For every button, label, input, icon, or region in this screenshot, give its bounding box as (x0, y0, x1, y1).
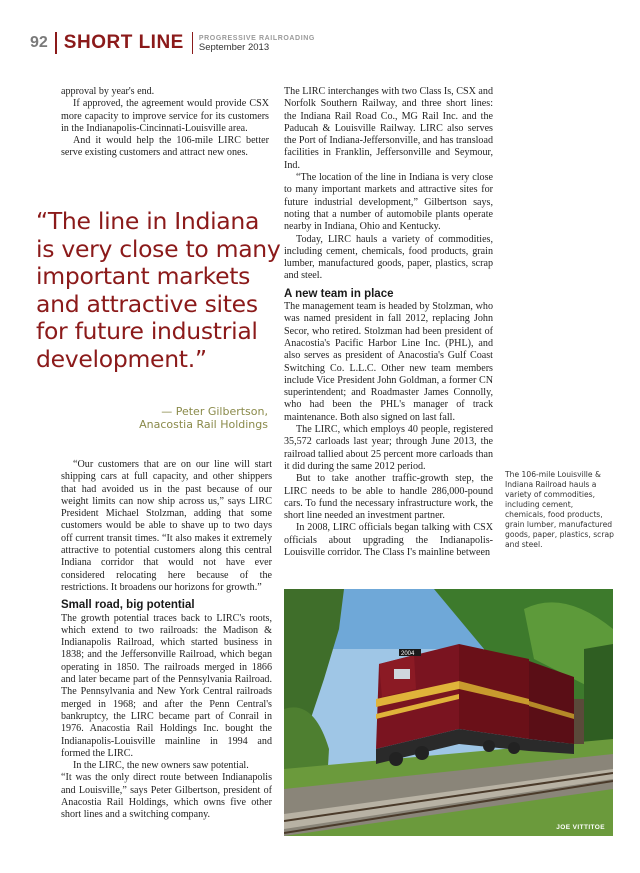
train-illustration (284, 589, 613, 836)
right-column (284, 86, 493, 559)
paragraph: approval by year's end. (61, 86, 155, 97)
attribution-name: — Peter Gilbertson, (161, 405, 268, 418)
subheading: A new team in place (284, 287, 394, 300)
paragraph: “It was the only direct route between Indianapolis and Louisville,” says Peter Gilbertson, president of Anacostia Rail Holdings, which owns five other short lines and a switching company. (61, 772, 272, 821)
attribution-org: Anacostia Rail Holdings (139, 418, 268, 431)
paragraph: The growth potential traces back to LIRC's roots, which extend to two railroads: the Madison & Indianapolis Railroad, which started business in 1838; and the Jeffersonville Railroad, which began operating in 1850. The railroads merged in 1866 and later became part of the Pennsylvania Railroad. The Pennsylvania and New York Central railroads merged in 1968; and after the Penn Central's bankruptcy, the LIRC became part of Conrail in 1976. Anacostia Rail Holdings Inc. bought the Indianapolis-Louisville mainline in 1994 and formed the LIRC. (61, 612, 272, 759)
pull-quote-line: “The line in Indiana (36, 207, 260, 235)
issue-date: September 2013 (198, 42, 270, 53)
header-divider (55, 32, 57, 54)
train-photo (284, 589, 613, 836)
paragraph: “The location of the line in Indiana is very close to many important markets and attractive sites for future industrial development,” Gilbertson says, noting that a number of automobile plants operate nearby in Indiana, Ohio and Kentucky. (284, 172, 493, 233)
section-title: SHORT LINE (63, 32, 184, 53)
pull-quote-line: is very close to many (36, 234, 281, 263)
pull-quote-line: and attractive sites (36, 289, 258, 318)
paragraph: In 2008, LIRC officials began talking with CSX officials about upgrading the Indianapolis-Louisville corridor. The Class I's mainline between (284, 522, 493, 558)
subheading: Small road, big potential (61, 599, 195, 612)
page-number: 92 (30, 34, 48, 51)
pull-quote (36, 207, 281, 373)
pull-quote-line: for future industrial (36, 317, 258, 345)
left-column-top (61, 86, 269, 160)
paragraph: And it would help the 106-mile LIRC better serve existing customers and attract new ones. (61, 135, 269, 159)
photo-credit: JOE VITTITOE (556, 824, 605, 831)
pull-quote-line: important markets (36, 262, 251, 290)
paragraph: If approved, the agreement would provide CSX more capacity to improve service for its customers in the Indianapolis-Cincinnati-Louisville area. (61, 98, 269, 134)
publication-info (199, 34, 315, 52)
left-column-bottom (61, 459, 272, 822)
paragraph: The LIRC, which employs 40 people, registered 35,572 carloads last year; through June 2013, the railroad tallied about 25 percent more carloads than it did during the same 2012 period. (284, 424, 493, 472)
paragraph: “Our customers that are on our line will start shipping cars at full capacity, and other shippers that had avoided us in the past because of our weight limits can now ship across us,” says LIRC President Michael Stolzman, adding that some customers would be able to shave up to two days off current transit times. “It also makes it extremely attractive to potential customers along this central Indiana corridor that would not have ever considered relocating here because of the restrictions. It broadens our horizons for growth.” (61, 459, 272, 593)
paragraph: But to take another traffic-growth step, the LIRC needs to be able to handle 286,000-pound cars. To fund the necessary infrastructure work, the short line needed an investment partner. (284, 473, 493, 522)
locomotive-number: 2004 (401, 651, 415, 657)
pull-quote-line: development.” (36, 344, 207, 373)
paragraph: The LIRC interchanges with two Class Is, CSX and Norfolk Southern Railway, and three short lines: the Indiana Rail Road Co., MG Rail Inc. and the Paducah & Louisville Railway. LIRC also serves the Port of Indiana-Jeffersonville, and has transload facilities in Franklin, Jeffersonville and Seymour, Ind. (284, 86, 493, 171)
photo-caption: The 106-mile Louisville & Indiana Railroad hauls a variety of commodities, including cement, chemicals, food products, grain lumber, manufactured goods, paper, plastics, scrap and steel. (505, 470, 614, 549)
paragraph: The management team is headed by Stolzman, who was named president in fall 2012, replacing John Secor, who retired. Stolzman had been president of Anacostia's Pacific Harbor Line Inc. (PHL), and also serves as president of Anacostia's Gulf Coast Switching Co. L.L.C. Other new team members include Vice President John Goldman, a former CN superintendent; and Roadmaster James Connolly, who had been the PHL's manager of track maintenance. Both also signed on last fall. (284, 301, 493, 423)
pull-quote-attribution (100, 405, 268, 431)
magazine-name: PROGRESSIVE RAILROADING (198, 35, 315, 42)
page-header (30, 30, 315, 56)
header-divider-2 (192, 32, 193, 54)
paragraph: In the LIRC, the new owners saw potential. (73, 760, 249, 772)
paragraph: Today, LIRC hauls a variety of commodities, including cement, chemicals, food products, grain lumber, manufactured goods, paper, plastics, scrap and steel. (284, 233, 493, 282)
